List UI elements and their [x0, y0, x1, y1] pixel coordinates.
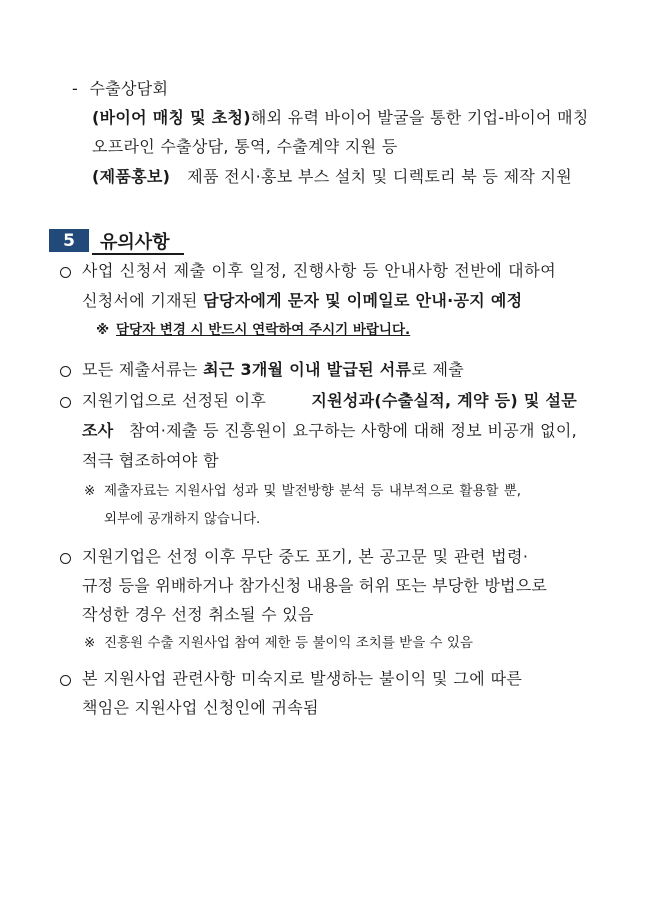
export-consult-heading [72, 79, 168, 98]
bullet-circle-icon [60, 366, 71, 377]
bullet-circle-icon [60, 267, 71, 278]
promo-text: 제품 전시·홍보 부스 설치 및 디렉토리 북 등 제작 지원 [187, 167, 572, 186]
dash-marker: - [72, 79, 79, 98]
note-3-sub-2: 외부에 공개하지 않습니다. [104, 511, 261, 527]
export-consult-title: 수출상담회 [89, 79, 169, 98]
note-1-sub: 담당자 변경 시 반드시 연락하여 주시기 바랍니다. [116, 322, 411, 338]
note-mark-icon: ※ [96, 322, 110, 338]
promo-label: (제품홍보) [92, 167, 171, 186]
note-3-line-2 [82, 421, 577, 440]
note-3-text-b: 참여·제출 등 진흥원이 요구하는 사항에 대해 정보 비공개 없이, [129, 421, 577, 440]
bullet-circle-icon [60, 397, 71, 408]
note-3-line-3: 적극 협조하여야 함 [82, 451, 219, 470]
bullet-circle-icon [60, 553, 71, 564]
note-1-line-1: 사업 신청서 제출 이후 일정, 진행사항 등 안내사항 전반에 대하여 [82, 261, 557, 280]
note-3-line-1 [82, 391, 577, 410]
bullet-circle-icon [60, 675, 71, 686]
note-3-emphasis-2: 조사 [82, 421, 114, 440]
promo-line [92, 167, 572, 186]
note-mark-icon: ※ [84, 635, 96, 651]
section-number-badge: 5 [49, 229, 89, 252]
note-1-text: 신청서에 기재된 [82, 291, 198, 310]
note-1-line-2 [82, 291, 522, 310]
note-2-line [82, 360, 464, 379]
note-2-text-c: 로 제출 [411, 360, 464, 379]
buyer-matching-line-2: 오프라인 수출상담, 통역, 수출계약 지원 등 [92, 137, 398, 156]
buyer-matching-label: (바이어 매칭 및 초청) [92, 108, 251, 127]
note-3-text-a: 지원기업으로 선정된 이후 [82, 391, 267, 410]
note-4-line-1: 지원기업은 선정 이후 무단 중도 포기, 본 공고문 및 관련 법령· [82, 547, 529, 566]
note-3-sub-1: 제출자료는 지원사업 성과 및 발전방향 분석 등 내부적으로 활용할 뿐, [104, 483, 522, 499]
note-4-sub: 진흥원 수출 지원사업 참여 제한 등 불이익 조치를 받을 수 있음 [104, 635, 473, 651]
note-2-emphasis: 최근 3개월 이내 발급된 서류 [203, 360, 412, 379]
section-underline [92, 253, 184, 255]
note-5-line-2: 책임은 지원사업 신청인에 귀속됨 [82, 698, 319, 717]
note-4-line-2: 규정 등을 위배하거나 참가신청 내용을 허위 또는 부당한 방법으로 [82, 576, 548, 595]
note-3-emphasis: 지원성과(수출실적, 계약 등) 및 설문 [311, 391, 577, 410]
buyer-matching-line [92, 108, 589, 127]
buyer-matching-text: 해외 유력 바이어 발굴을 통한 기업-바이어 매칭 [250, 108, 589, 127]
note-mark-icon: ※ [84, 483, 96, 499]
section-title: 유의사항 [100, 231, 170, 253]
note-1-emphasis: 담당자에게 문자 및 이메일로 안내·공지 예정 [203, 291, 523, 310]
note-4-line-3: 작성한 경우 선정 취소될 수 있음 [82, 605, 314, 624]
note-2-text-a: 모든 제출서류는 [82, 360, 198, 379]
note-5-line-1: 본 지원사업 관련사항 미숙지로 발생하는 불이익 및 그에 따른 [82, 669, 523, 688]
